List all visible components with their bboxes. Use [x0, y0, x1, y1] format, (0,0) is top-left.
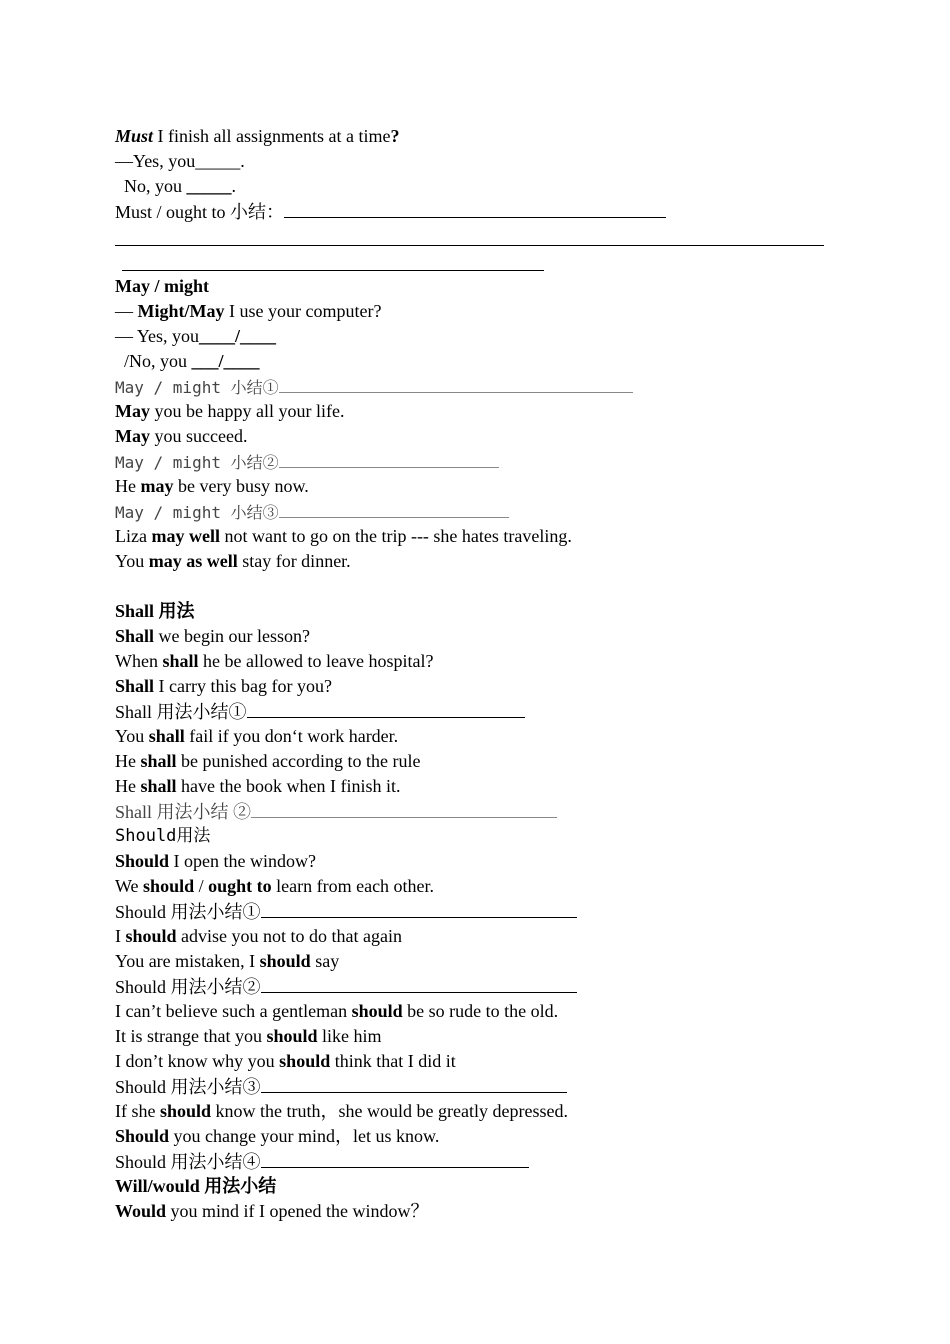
may-example: He may be very busy now. [115, 476, 309, 496]
should-example: Should you change your mind，let us know. [115, 1126, 440, 1146]
should-example: I can’t believe such a gentleman should be so rude to the old. [115, 1001, 559, 1021]
answer-line[interactable] [115, 224, 835, 249]
shall-heading: Shall 用法 [115, 601, 195, 621]
answer-blank[interactable] [261, 974, 577, 993]
answer-blank[interactable] [279, 374, 633, 393]
must-question: Must I finish all assignments at a time? [115, 126, 400, 146]
should-summary-2: Should 用法小结② [115, 974, 835, 999]
answer-blank[interactable] [261, 899, 577, 918]
answer-blank[interactable] [284, 199, 666, 218]
shall-example: He shall have the book when I finish it. [115, 776, 401, 796]
should-example: If she should know the truth，she would be greatly depressed. [115, 1101, 568, 1121]
may-summary-1: May / might 小结① [115, 374, 835, 399]
may-question: — Might/May I use your computer? [115, 301, 382, 321]
should-example: I don’t know why you should think that I did it [115, 1051, 456, 1071]
shall-example: When shall he be allowed to leave hospital? [115, 651, 434, 671]
must-no-answer: No, you _____. [115, 176, 236, 196]
should-example: You are mistaken, I should say [115, 951, 340, 971]
must-summary: Must / ought to 小结： [115, 199, 835, 224]
answer-blank[interactable]: ____/____ [199, 326, 277, 346]
answer-blank[interactable]: ___/____ [191, 351, 260, 371]
should-summary-1: Should 用法小结① [115, 899, 835, 924]
must-word: Must [115, 126, 154, 146]
may-yes-answer: — Yes, you____/____ [115, 326, 277, 346]
answer-blank[interactable] [279, 449, 499, 468]
will-example: Would you mind if I opened the window？ [115, 1201, 429, 1221]
shall-summary-1: Shall 用法小结① [115, 699, 835, 724]
may-summary-3: May / might 小结③ [115, 499, 835, 524]
may-example: You may as well stay for dinner. [115, 551, 351, 571]
should-example: Should I open the window? [115, 851, 317, 871]
answer-line[interactable] [115, 249, 835, 274]
may-example: May you be happy all your life. [115, 401, 345, 421]
shall-example: You shall fail if you don‘t work harder. [115, 726, 399, 746]
shall-summary-2: Shall 用法小结 ② [115, 799, 835, 824]
may-example: May you succeed. [115, 426, 248, 446]
should-example: We should / ought to learn from each other. [115, 876, 435, 896]
should-summary-3: Should 用法小结③ [115, 1074, 835, 1099]
worksheet-page [115, 124, 835, 1224]
may-heading: May / might [115, 276, 209, 296]
answer-blank[interactable] [251, 799, 557, 818]
may-no-answer: /No, you ___/____ [115, 351, 260, 371]
may-summary-2: May / might 小结② [115, 449, 835, 474]
shall-example: Shall we begin our lesson? [115, 626, 310, 646]
answer-blank[interactable]: _____ [186, 176, 232, 196]
answer-blank[interactable] [279, 499, 509, 518]
shall-example: Shall I carry this bag for you? [115, 676, 332, 696]
blank-line [115, 574, 835, 599]
may-example: Liza may well not want to go on the trip --- she hates traveling. [115, 526, 572, 546]
answer-blank[interactable] [247, 699, 525, 718]
should-example: I should advise you not to do that again [115, 926, 403, 946]
should-heading: Should用法 [115, 826, 211, 846]
answer-blank[interactable] [261, 1074, 567, 1093]
shall-example: He shall be punished according to the rule [115, 751, 421, 771]
must-yes-answer: —Yes, you_____. [115, 151, 245, 171]
should-example: It is strange that you should like him [115, 1026, 382, 1046]
will-heading: Will/would 用法小结 [115, 1176, 277, 1196]
should-summary-4: Should 用法小结④ [115, 1149, 835, 1174]
answer-blank[interactable] [261, 1149, 529, 1168]
